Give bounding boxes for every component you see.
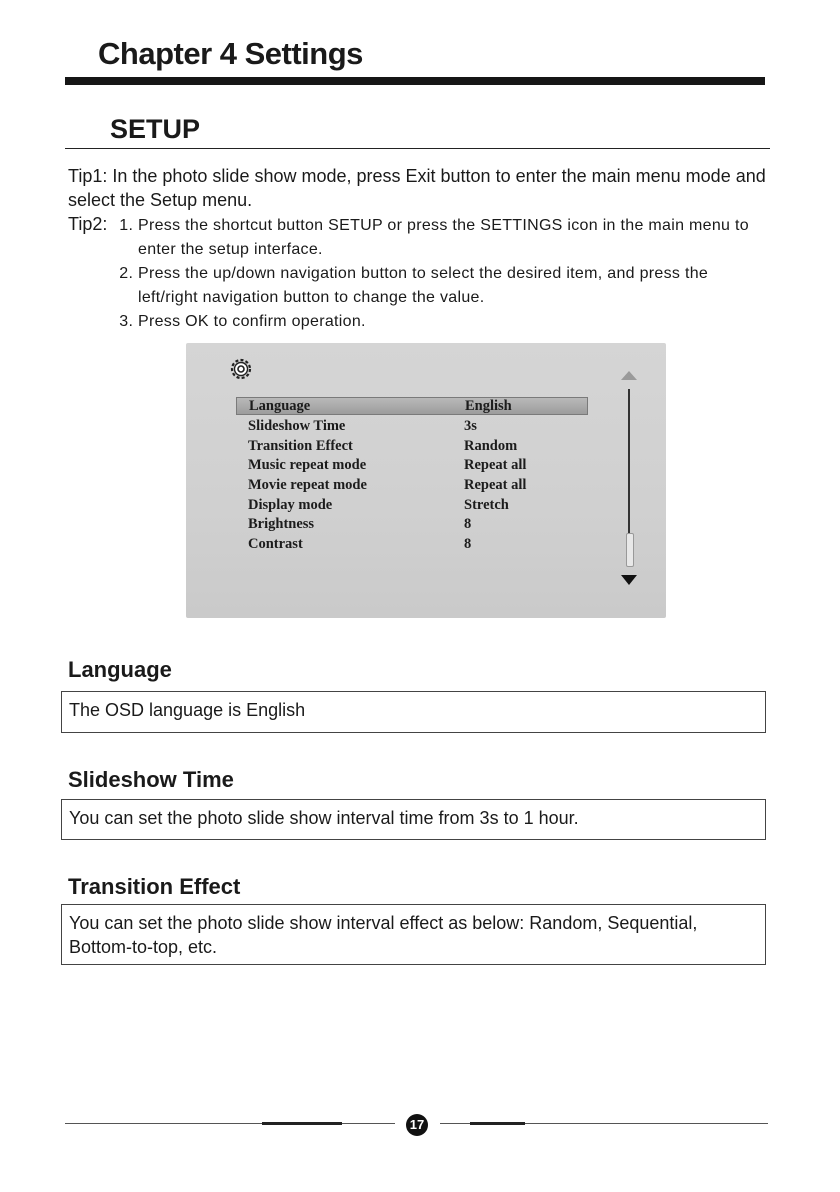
tip2-step: 2. Press the up/down navigation button to select the desired item, and press the left/right navigation button to change the value.: [138, 262, 768, 310]
osd-row-label: Movie repeat mode: [248, 477, 367, 494]
osd-row-value: Repeat all: [464, 457, 527, 474]
osd-row-value: English: [465, 398, 512, 414]
section-title: SETUP: [110, 114, 201, 144]
osd-row-value: Random: [464, 437, 518, 454]
osd-row-label: Contrast: [248, 536, 303, 553]
slideshow-time-description-text: You can set the photo slide show interval time from 3s to 1 hour.: [69, 808, 579, 828]
language-heading: Language: [68, 657, 172, 682]
osd-row-label: Language: [249, 398, 311, 414]
osd-row-value: 8: [464, 516, 472, 533]
section-rule: [65, 148, 770, 149]
tips: [68, 164, 768, 334]
osd-row-transition-effect[interactable]: [236, 437, 588, 457]
osd-row-music-repeat[interactable]: [236, 456, 588, 476]
osd-menu-list: [236, 397, 588, 555]
slideshow-time-description: [61, 799, 766, 840]
footer-accent-left: [262, 1122, 342, 1125]
osd-row-label: Brightness: [248, 516, 315, 533]
slideshow-time-heading: Slideshow Time: [68, 767, 234, 792]
scroll-up-icon[interactable]: [621, 371, 637, 380]
language-description: [61, 691, 766, 733]
osd-row-label: Transition Effect: [248, 437, 353, 454]
osd-scrollbar[interactable]: [618, 371, 640, 591]
osd-row-label: Slideshow Time: [248, 418, 346, 434]
transition-effect-description: [61, 904, 766, 965]
chapter-title: Chapter 4 Settings: [98, 36, 363, 71]
osd-row-value: Stretch: [464, 496, 509, 513]
language-description-text: The OSD language is English: [69, 700, 306, 720]
osd-row-value: Repeat all: [464, 477, 527, 494]
osd-row-display-mode[interactable]: [236, 496, 588, 516]
tip2-step: 1. Press the shortcut button SETUP or press the SETTINGS icon in the main menu to enter the setup interface.: [138, 214, 768, 262]
osd-row-slideshow-time[interactable]: [236, 417, 588, 437]
osd-row-label: Music repeat mode: [248, 457, 367, 474]
setup-menu-screenshot: [186, 343, 666, 618]
tip2-steps: [68, 214, 768, 334]
chapter-rule: [65, 77, 765, 85]
footer-rule-left: [65, 1123, 395, 1124]
tip2-step: 3. Press OK to confirm operation.: [138, 310, 768, 334]
scroll-down-icon[interactable]: [621, 575, 637, 585]
osd-row-brightness[interactable]: [236, 515, 588, 535]
gear-icon: [230, 358, 252, 380]
page-number: 17: [406, 1114, 428, 1136]
osd-row-language[interactable]: [236, 397, 588, 415]
transition-effect-heading: Transition Effect: [68, 874, 241, 899]
osd-row-value: 3s: [464, 418, 477, 434]
transition-effect-description-text: You can set the photo slide show interval effect as below: Random, Sequential, Bottom-to-top, etc.: [69, 913, 698, 957]
osd-row-value: 8: [464, 536, 472, 553]
tip2-label: Tip2:: [68, 214, 108, 234]
osd-row-movie-repeat[interactable]: [236, 476, 588, 496]
footer-accent-right: [470, 1122, 525, 1125]
osd-row-label: Display mode: [248, 496, 333, 513]
scroll-thumb[interactable]: [626, 533, 634, 567]
tip1: Tip1: In the photo slide show mode, press Exit button to enter the main menu mode and select the Setup menu.: [68, 166, 766, 210]
osd-row-contrast[interactable]: [236, 535, 588, 555]
